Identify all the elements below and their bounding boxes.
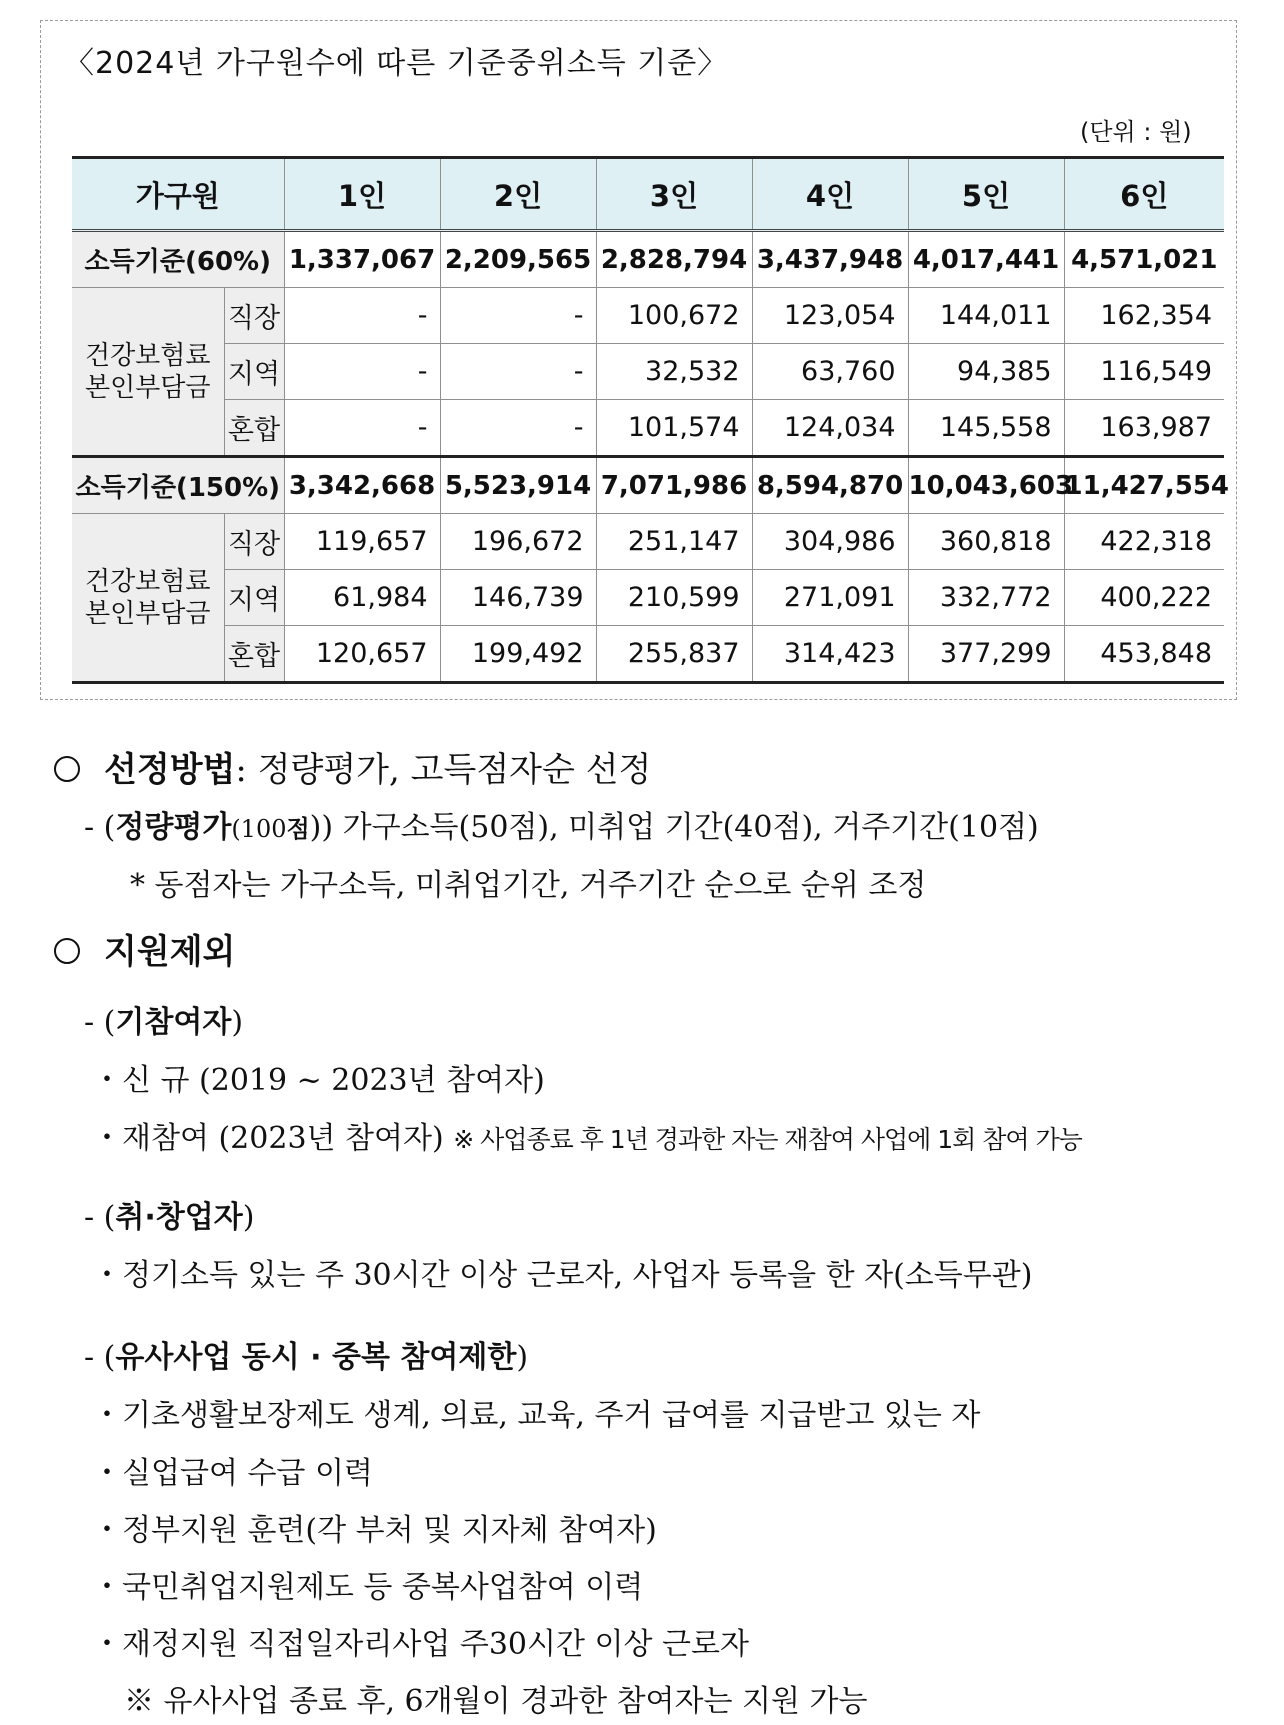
table-cell: 2,828,794 <box>596 231 752 288</box>
group-title: 유사사업 동시 · 중복 참여제한 <box>115 1340 517 1375</box>
header-cell: 6인 <box>1064 158 1224 231</box>
table-cell: 255,837 <box>596 626 752 683</box>
list-item: ・실업급여 수급 이력 <box>92 1456 373 1491</box>
table-row <box>72 570 1224 626</box>
row-label: 소득기준(60%) <box>72 231 284 288</box>
selection-heading: 선정방법 <box>104 750 236 790</box>
table-cell: 162,354 <box>1064 288 1224 344</box>
income-criteria-row <box>72 231 1224 288</box>
group-label <box>72 288 224 457</box>
item-paren: (100 <box>231 815 287 843</box>
table-cell: 101,574 <box>596 400 752 457</box>
table-cell: 1,337,067 <box>284 231 440 288</box>
table-row <box>72 344 1224 400</box>
table-cell: 94,385 <box>908 344 1064 400</box>
group-label-line: 건강보험료 <box>84 340 211 371</box>
list-item: ・정기소득 있는 주 30시간 이상 근로자, 사업자 등록을 한 자(소득무관) <box>92 1258 1033 1293</box>
table-cell: 119,657 <box>284 514 440 570</box>
table-cell: 3,437,948 <box>752 231 908 288</box>
table-cell: 63,760 <box>752 344 908 400</box>
table-cell: 145,558 <box>908 400 1064 457</box>
table-title: 〈2024년 가구원수에 따른 기준중위소득 기준〉 <box>64 46 729 81</box>
table-cell: 314,423 <box>752 626 908 683</box>
circle-bullet-icon <box>54 938 80 964</box>
row-kind: 지역 <box>224 570 284 626</box>
income-criteria-row <box>72 457 1224 514</box>
list-item-note: ※ 사업종료 후 1년 경과한 자는 재참여 사업에 1회 참여 가능 <box>453 1125 1082 1154</box>
table-cell: 453,848 <box>1064 626 1224 683</box>
table-cell: 11,427,554 <box>1064 457 1224 514</box>
circle-bullet-icon <box>54 756 80 782</box>
table-cell: - <box>440 344 596 400</box>
group-label <box>72 514 224 683</box>
list-item: ・신 규 (2019 ~ 2023년 참여자) <box>92 1063 545 1098</box>
table-cell: 10,043,603 <box>908 457 1064 514</box>
group-note: ※ 유사사업 종료 후, 6개월이 경과한 참여자는 지원 가능 <box>124 1684 868 1719</box>
table-header-row <box>72 158 1224 231</box>
table-cell: 116,549 <box>1064 344 1224 400</box>
list-item: ・정부지원 훈련(각 부처 및 지자체 참여자) <box>92 1513 657 1548</box>
exclusion-heading: 지원제외 <box>104 932 236 972</box>
group-title-line: - (기참여자) <box>84 1005 244 1040</box>
unit-label: (단위 : 원) <box>1080 118 1192 146</box>
group-title-line: - (취·창업자) <box>84 1200 255 1235</box>
header-cell: 가구원 <box>72 158 284 231</box>
header-cell: 1인 <box>284 158 440 231</box>
table-cell: 123,054 <box>752 288 908 344</box>
table-cell: 196,672 <box>440 514 596 570</box>
table-cell: 32,532 <box>596 344 752 400</box>
table-row <box>72 288 1224 344</box>
table-cell: 304,986 <box>752 514 908 570</box>
table-cell: 3,342,668 <box>284 457 440 514</box>
table-cell: 144,011 <box>908 288 1064 344</box>
table-cell: - <box>284 400 440 457</box>
header-cell: 3인 <box>596 158 752 231</box>
item-bold: 정량평가 <box>115 810 232 845</box>
selection-item <box>84 802 1039 846</box>
group-label-line: 본인부담금 <box>84 372 211 403</box>
item-prefix: - ( <box>84 810 116 845</box>
table-cell: 2,209,565 <box>440 231 596 288</box>
list-item: ・국민취업지원제도 등 중복사업참여 이력 <box>92 1570 644 1605</box>
row-kind: 혼합 <box>224 626 284 683</box>
table-cell: 5,523,914 <box>440 457 596 514</box>
group-title: 취·창업자 <box>115 1200 243 1235</box>
table-cell: 124,034 <box>752 400 908 457</box>
header-cell: 5인 <box>908 158 1064 231</box>
table-cell: 210,599 <box>596 570 752 626</box>
table-cell: 199,492 <box>440 626 596 683</box>
row-label: 소득기준(150%) <box>72 457 284 514</box>
list-item: ・재정지원 직접일자리사업 주30시간 이상 근로자 <box>92 1627 749 1662</box>
group-label-line: 본인부담금 <box>84 598 211 629</box>
income-table <box>72 156 1229 684</box>
table-cell: 146,739 <box>440 570 596 626</box>
selection-heading-rest: : 정량평가, 고득점자순 선정 <box>235 750 652 790</box>
table-cell: 251,147 <box>596 514 752 570</box>
table-cell: 422,318 <box>1064 514 1224 570</box>
header-cell: 4인 <box>752 158 908 231</box>
table-cell: 61,984 <box>284 570 440 626</box>
list-item <box>92 1113 1082 1157</box>
exclusion-heading-line <box>54 924 235 973</box>
group-label-line: 건강보험료 <box>84 566 211 597</box>
table-cell: 271,091 <box>752 570 908 626</box>
table-cell: 332,772 <box>908 570 1064 626</box>
row-kind: 혼합 <box>224 400 284 457</box>
table-cell: 4,571,021 <box>1064 231 1224 288</box>
table-cell: 4,017,441 <box>908 231 1064 288</box>
header-cell: 2인 <box>440 158 596 231</box>
table-cell: 360,818 <box>908 514 1064 570</box>
table-cell: - <box>440 400 596 457</box>
table-cell: 400,222 <box>1064 570 1224 626</box>
table-row <box>72 626 1224 683</box>
selection-note: * 동점자는 가구소득, 미취업기간, 거주기간 순으로 순위 조정 <box>130 868 927 903</box>
selection-heading-line <box>54 742 651 791</box>
table-cell: 7,071,986 <box>596 457 752 514</box>
item-bold-2: 점 <box>286 815 310 843</box>
table-cell: 120,657 <box>284 626 440 683</box>
list-item: ・기초생활보장제도 생계, 의료, 교육, 주거 급여를 지급받고 있는 자 <box>92 1398 981 1433</box>
row-kind: 직장 <box>224 288 284 344</box>
table-cell: - <box>284 288 440 344</box>
table-cell: 377,299 <box>908 626 1064 683</box>
row-kind: 지역 <box>224 344 284 400</box>
table-cell: 100,672 <box>596 288 752 344</box>
row-kind: 직장 <box>224 514 284 570</box>
table-cell: - <box>440 288 596 344</box>
table-cell: 163,987 <box>1064 400 1224 457</box>
list-item-text: ・재참여 (2023년 참여자) <box>92 1121 444 1156</box>
table-row <box>72 400 1224 457</box>
group-title: 기참여자 <box>115 1005 232 1040</box>
group-title-line: - (유사사업 동시 · 중복 참여제한) <box>84 1340 529 1375</box>
table-row <box>72 514 1224 570</box>
table-cell: 8,594,870 <box>752 457 908 514</box>
item-rest: )) 가구소득(50점), 미취업 기간(40점), 거주기간(10점) <box>309 810 1039 845</box>
table-cell: - <box>284 344 440 400</box>
